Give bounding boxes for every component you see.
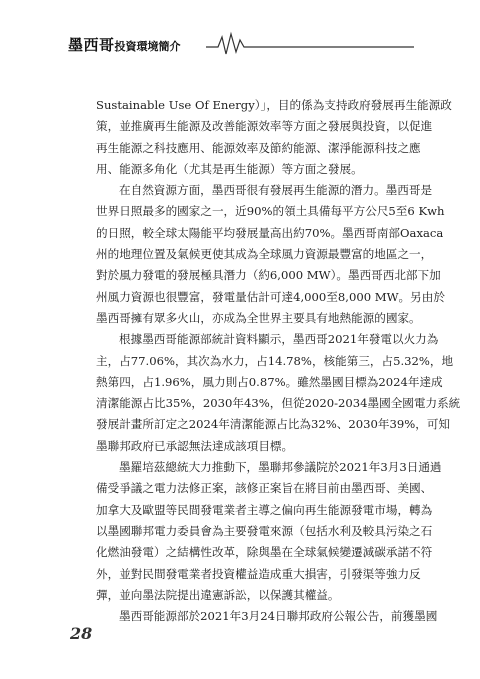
- text-line: 州風力資源也很豐富，發電量估計可達4,000至8,000 MW。另由於: [96, 289, 445, 304]
- body-text: [96, 95, 461, 627]
- pulse-line-icon: [206, 30, 414, 56]
- paragraph: [96, 606, 438, 627]
- text-line: 用、能源多角化（尤其是再生能源）等方面之發展。: [96, 161, 363, 176]
- text-line: 主，占77.06%，其次為水力，占14.78%，核能第三，占5.32%，地: [96, 353, 454, 368]
- text-line: 州的地理位置及氣候更使其成為全球風力資源最豐富的地區之一，: [96, 247, 433, 262]
- text-line: 再生能源之科技應用、能源效率及節約能源、潔淨能源科技之應: [96, 140, 421, 155]
- text-line: 加拿大及歐盟等民間發電業者主導之偏向再生能源發電市場，轉為: [96, 502, 433, 517]
- header-title-sub: 投資環境簡介: [114, 40, 181, 53]
- text-line: 墨聯邦政府已承認無法達成該項目標。: [96, 438, 294, 453]
- paragraph: [96, 95, 452, 180]
- text-line: 在自然資源方面，墨西哥很有發展再生能源的潛力。墨西哥是: [119, 183, 433, 198]
- text-line: 墨西哥擁有眾多火山，亦成為全世界主要具有地熱能源的國家。: [96, 310, 421, 325]
- text-line: 發展計畫所訂定之2024年清潔能源占比為32%、2030年39%，可知: [96, 417, 451, 432]
- text-line: 墨西哥能源部於2021年3月24日聯邦政府公報公告，前獲墨國: [119, 609, 438, 624]
- text-line: 以墨國聯邦電力委員會為主要發電來源（包括水利及較具污染之石: [96, 523, 433, 538]
- text-line: 墨羅培茲總統大力推動下，墨聯邦參議院於2021年3月3日通過: [119, 460, 442, 475]
- text-line: 外，並對民間發電業者投資權益造成重大損害，引發渠等強力反: [96, 566, 421, 581]
- text-line: 熱第四，占1.96%，風力則占0.87%。雖然墨國目標為2024年達成: [96, 374, 443, 389]
- running-header: [68, 30, 414, 56]
- text-line: 備受爭議之電力法修正案，該修正案旨在將目前由墨西哥、美國、: [96, 481, 433, 496]
- paragraph: [96, 457, 442, 606]
- text-line: 根據墨西哥能源部統計資料顯示，墨西哥2021年發電以火力為: [119, 332, 439, 347]
- paragraph: [96, 329, 461, 457]
- text-line: 的日照，較全球太陽能平均發展量高出約70%。墨西哥南部Oaxaca: [96, 225, 444, 240]
- text-line: Sustainable Use Of Energy）」，目的係為支持政府發展再生能源政: [96, 98, 452, 112]
- text-line: 世界日照最多的國家之一，近90%的領土具備每平方公尺5至6 Kwh: [96, 204, 445, 219]
- text-line: 彈，並向墨法院提出違憲訴訟，以保護其權益。: [96, 587, 340, 602]
- text-line: 化燃油發電）之結構性改革，除與墨在全球氣候變遷減碳承諾不符: [96, 545, 433, 560]
- header-title: [68, 34, 181, 55]
- page-number: 28: [70, 624, 93, 643]
- text-line: 對於風力發電的發展極具潛力（約6,000 MW）。墨西哥西北部下加: [96, 268, 441, 283]
- text-line: 清潔能源占比35%，2030年43%，但從2020-2034墨國全國電力系統: [96, 396, 461, 411]
- header-title-main: 墨西哥: [68, 36, 115, 54]
- paragraph: [96, 180, 445, 329]
- text-line: 策，並推廣再生能源及改善能源效率等方面之發展與投資，以促進: [96, 119, 433, 134]
